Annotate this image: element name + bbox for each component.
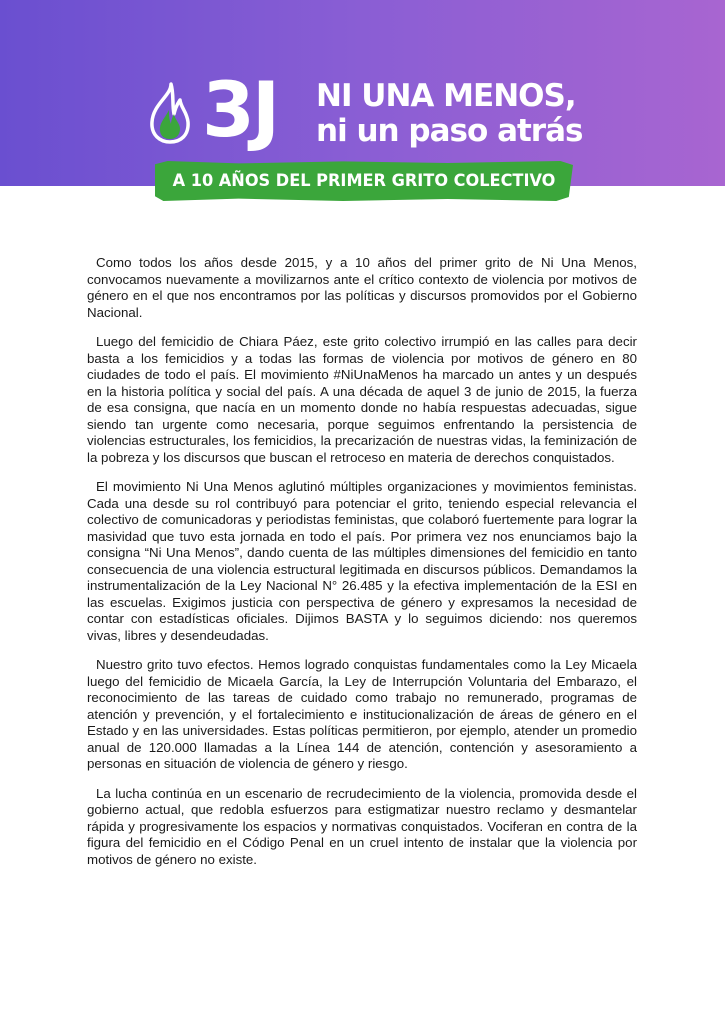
flame-icon <box>147 82 193 144</box>
paragraph-2: Luego del femicidio de Chiara Páez, este grito colectivo irrumpió en las calles para decir basta a los femicidios y a todas las formas de violencia por motivos de género en 80 ciudades de todo el país. El movimiento #NiUnaMenos ha marcado un antes y un después en la historia política y social del país. A una década de aquel 3 de junio de 2015, la fuerza de esa consigna, que nacía en un momento donde no había respuestas adecuadas, sigue siendo tan urgente como necesaria, porque seguimos enfrentando la persistencia de violencias estructurales, los femicidios, la precarización de nuestras vidas, la feminización de la pobreza y los discursos que buscan el retroceso en materia de derechos conquistados. <box>87 334 637 465</box>
paragraph-5: La lucha continúa en un escenario de recrudecimiento de la violencia, promovida desde el gobierno actual, que redobla esfuerzos para estigmatizar nuestro reclamo y desmantelar rápida y progresivamente los espacios y normativas conquistados. Vociferan en contra de la figura del femicidio en el Código Penal en un cruel intento de instalar que la violencia por motivos de género no existe. <box>87 785 637 867</box>
title-line-2: ni un paso atrás <box>316 113 583 149</box>
banner-text: A 10 AÑOS DEL PRIMER GRITO COLECTIVO <box>172 171 556 191</box>
article-body <box>87 255 637 881</box>
paragraph-3: El movimiento Ni Una Menos aglutinó múltiples organizaciones y movimientos feministas. Cada una desde su rol contribuyó para potenciar el grito, teniendo especial relevancia el colectivo de comunicadoras y periodistas feministas, que colaboró fuertemente para lograr la masividad que tuvo esta jornada en todo el país. Por primera vez nos enunciamos bajo la consigna “Ni Una Menos”, dando cuenta de las múltiples dimensiones del femicidio en tanto consecuencia de una violencia estructural legitimada en discursos públicos. Demandamos la instrumentalización de la Ley Nacional N° 26.485 y la efectiva implementación de la ESI en las escuelas. Exigimos justicia con perspectiva de género y expresamos la necesidad de contar con estadísticas oficiales. Dijimos BASTA y lo seguimos diciendo: nos queremos vivas, libres y desendeudadas. <box>87 479 637 643</box>
paragraph-4: Nuestro grito tuvo efectos. Hemos logrado conquistas fundamentales como la Ley Micaela luego del femicidio de Micaela García, la Ley de Interrupción Voluntaria del Embarazo, el reconocimiento de las tareas de cuidado como trabajo no remunerado, programas de atención y prevención, y el fortalecimiento e institucionalización de áreas de género en el Estado y en las universidades. Estas políticas permitieron, por ejemplo, atender un promedio anual de 120.000 llamadas a la Línea 144 de atención, contención y asesoramiento a personas en situación de violencia de género y riesgo. <box>87 657 637 771</box>
header-banner <box>0 0 725 186</box>
title-line-1: NI UNA MENOS, <box>316 78 576 114</box>
paragraph-1: Como todos los años desde 2015, y a 10 años del primer grito de Ni Una Menos, convocamos nuevamente a movilizarnos ante el crítico contexto de violencia por motivos de género en el que nos encontramos por las políticas y discursos promovidos por el Gobierno Nacional. <box>87 255 637 320</box>
title-3j: 3J <box>202 65 278 154</box>
